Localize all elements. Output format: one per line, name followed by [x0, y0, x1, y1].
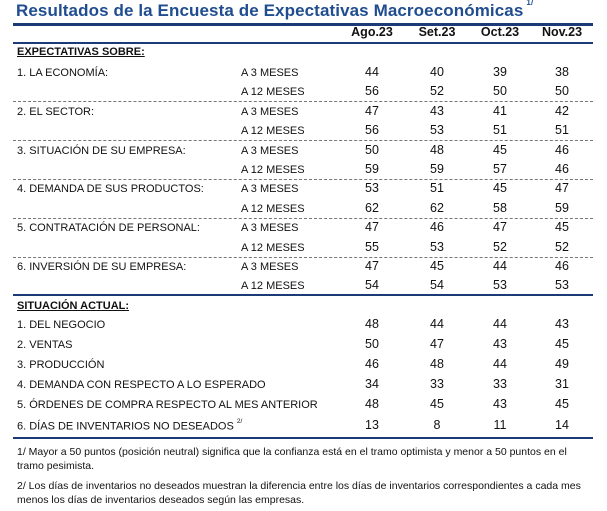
cell-value: 46	[555, 142, 569, 157]
row-label-text: 5. ÓRDENES DE COMPRA RESPECTO AL MES ANTERIOR	[17, 399, 318, 412]
table-row	[0, 103, 607, 121]
cell-value: 45	[555, 337, 569, 352]
row-label	[17, 399, 318, 411]
cell-value: 59	[555, 200, 569, 215]
header-rule	[13, 42, 593, 44]
cell-value: 42	[555, 103, 569, 118]
horizon-label: A 12 MESES	[241, 164, 305, 176]
cell-value: 57	[493, 162, 507, 176]
cell-value: 50	[365, 337, 379, 352]
row-label: 5. CONTRATACIÓN DE PERSONAL:	[17, 222, 200, 235]
cell-value: 54	[365, 278, 379, 293]
column-header: Oct.23	[480, 25, 520, 39]
row-label	[17, 379, 266, 391]
cell-value: 48	[365, 397, 379, 412]
cell-value: 43	[493, 337, 507, 352]
row-label: 4. DEMANDA DE SUS PRODUCTOS:	[17, 183, 204, 196]
table-row	[0, 376, 607, 394]
column-header: Nov.23	[541, 25, 583, 39]
cell-value: 46	[555, 162, 569, 176]
table-row	[0, 356, 607, 374]
table-row	[0, 142, 607, 160]
row-label-text: 2. VENTAS	[17, 339, 73, 352]
cell-value: 53	[430, 239, 444, 254]
cell-value: 33	[493, 377, 507, 392]
cell-value: 59	[365, 162, 379, 176]
cell-value: 53	[493, 278, 507, 293]
row-label-text: 3. PRODUCCIÓN	[17, 359, 105, 372]
horizon-label: A 3 MESES	[241, 222, 299, 235]
cell-value: 14	[555, 417, 569, 432]
cell-value: 47	[430, 337, 444, 352]
cell-value: 45	[430, 259, 444, 273]
cell-value: 52	[493, 239, 507, 254]
cell-value: 44	[365, 65, 379, 79]
cell-value: 44	[493, 357, 507, 372]
cell-value: 51	[430, 181, 444, 196]
row-label	[17, 339, 72, 351]
cell-value: 38	[555, 65, 569, 79]
cell-value: 46	[555, 259, 569, 273]
cell-value: 13	[365, 417, 379, 432]
row-label-text: 6. DÍAS DE INVENTARIOS NO DESEADOS	[17, 420, 234, 433]
horizon-label: A 12 MESES	[241, 86, 305, 99]
cell-value: 54	[430, 278, 444, 293]
title-text: Resultados de la Encuesta de Expectativas Macroeconómicas	[16, 1, 524, 20]
section-heading-expectations: EXPECTATIVAS SOBRE:	[17, 46, 145, 58]
cell-value: 31	[555, 377, 569, 392]
row-label: 2. EL SECTOR:	[17, 105, 95, 118]
row-label-text: 4. DEMANDA CON RESPECTO A LO ESPERADO	[17, 379, 266, 392]
horizon-label: A 12 MESES	[241, 280, 305, 293]
horizon-label: A 12 MESES	[241, 125, 305, 138]
cell-value: 8	[433, 417, 441, 432]
horizon-label: A 3 MESES	[241, 183, 299, 196]
row-label: 1. LA ECONOMÍA:	[17, 67, 109, 79]
cell-value: 33	[430, 377, 444, 392]
cell-value: 43	[430, 103, 444, 118]
footnote-1: 1/ Mayor a 50 puntos (posición neutral) significa que la confianza está en el tramo optimista y menor a 50 puntos en el tramo pesimista.	[17, 446, 567, 472]
cell-value: 58	[493, 200, 507, 215]
table-row	[0, 258, 607, 276]
cell-value: 56	[365, 84, 379, 99]
cell-value: 40	[430, 65, 444, 79]
footnote-ref: 2/	[236, 417, 243, 425]
cell-value: 45	[555, 397, 569, 412]
cell-value: 45	[493, 142, 507, 157]
cell-value: 44	[430, 317, 444, 331]
cell-value: 44	[493, 317, 507, 331]
cell-value: 47	[365, 259, 379, 273]
cell-value: 41	[493, 103, 507, 118]
horizon-label: A 3 MESES	[241, 105, 299, 118]
table-row	[0, 316, 607, 334]
cell-value: 62	[365, 200, 379, 215]
cell-value: 11	[493, 417, 507, 432]
cell-value: 45	[430, 397, 444, 412]
table-row	[0, 180, 607, 198]
cell-value: 34	[365, 377, 379, 392]
cell-value: 43	[493, 397, 507, 412]
cell-value: 55	[365, 239, 379, 254]
cell-value: 56	[365, 123, 379, 138]
cell-value: 53	[555, 278, 569, 293]
cell-value: 43	[555, 317, 569, 331]
horizon-label: A 3 MESES	[241, 67, 299, 79]
cell-value: 53	[430, 123, 444, 138]
cell-value: 47	[493, 220, 507, 235]
table-row	[0, 200, 607, 218]
title-footnote-ref: 1/	[526, 0, 534, 8]
cell-value: 47	[365, 220, 379, 235]
cell-value: 45	[555, 220, 569, 235]
cell-value: 50	[365, 142, 379, 157]
report-title	[16, 1, 533, 21]
cell-value: 50	[555, 84, 569, 99]
section-rule	[13, 294, 593, 296]
cell-value: 48	[430, 142, 444, 157]
cell-value: 51	[493, 123, 507, 138]
cell-value: 62	[430, 200, 444, 215]
table-bottom-rule	[13, 437, 593, 439]
cell-value: 44	[493, 259, 507, 273]
table-row	[0, 396, 607, 414]
section-heading-current: SITUACIÓN ACTUAL:	[17, 300, 130, 312]
row-label: 6. INVERSIÓN DE SU EMPRESA:	[17, 261, 187, 273]
cell-value: 46	[430, 220, 444, 235]
horizon-label: A 12 MESES	[241, 202, 305, 215]
cell-value: 47	[365, 103, 379, 118]
table-row	[0, 219, 607, 237]
table-row	[0, 64, 607, 82]
horizon-label: A 3 MESES	[241, 261, 299, 273]
cell-value: 47	[555, 181, 569, 196]
cell-value: 50	[493, 84, 507, 99]
row-label	[17, 359, 104, 371]
horizon-label: A 3 MESES	[241, 144, 299, 157]
table-row	[0, 239, 607, 257]
table-row	[0, 161, 607, 179]
row-label: 3. SITUACIÓN DE SU EMPRESA:	[17, 144, 186, 157]
table-row	[0, 277, 607, 295]
row-label	[17, 417, 243, 433]
horizon-label: A 12 MESES	[241, 241, 305, 254]
row-label	[17, 319, 105, 331]
cell-value: 53	[365, 181, 379, 196]
table-row	[0, 122, 607, 140]
cell-value: 48	[365, 317, 379, 331]
table-row	[0, 83, 607, 101]
footnote-2: 2/ Los días de inventarios no deseados muestran la diferencia entre los días de inventarios correspondientes a cada mes menos los días de inventarios deseados según las empresas.	[17, 480, 581, 506]
row-label-text: 1. DEL NEGOCIO	[17, 319, 106, 331]
cell-value: 52	[555, 239, 569, 254]
cell-value: 46	[365, 357, 379, 372]
column-header: Set.23	[418, 25, 456, 39]
cell-value: 48	[430, 357, 444, 372]
cell-value: 52	[430, 84, 444, 99]
column-header: Ago.23	[351, 25, 393, 39]
cell-value: 39	[493, 65, 507, 79]
table-row	[0, 417, 607, 435]
cell-value: 49	[555, 357, 569, 372]
cell-value: 51	[555, 123, 569, 138]
cell-value: 45	[493, 181, 507, 196]
cell-value: 59	[430, 162, 444, 176]
table-row	[0, 336, 607, 354]
